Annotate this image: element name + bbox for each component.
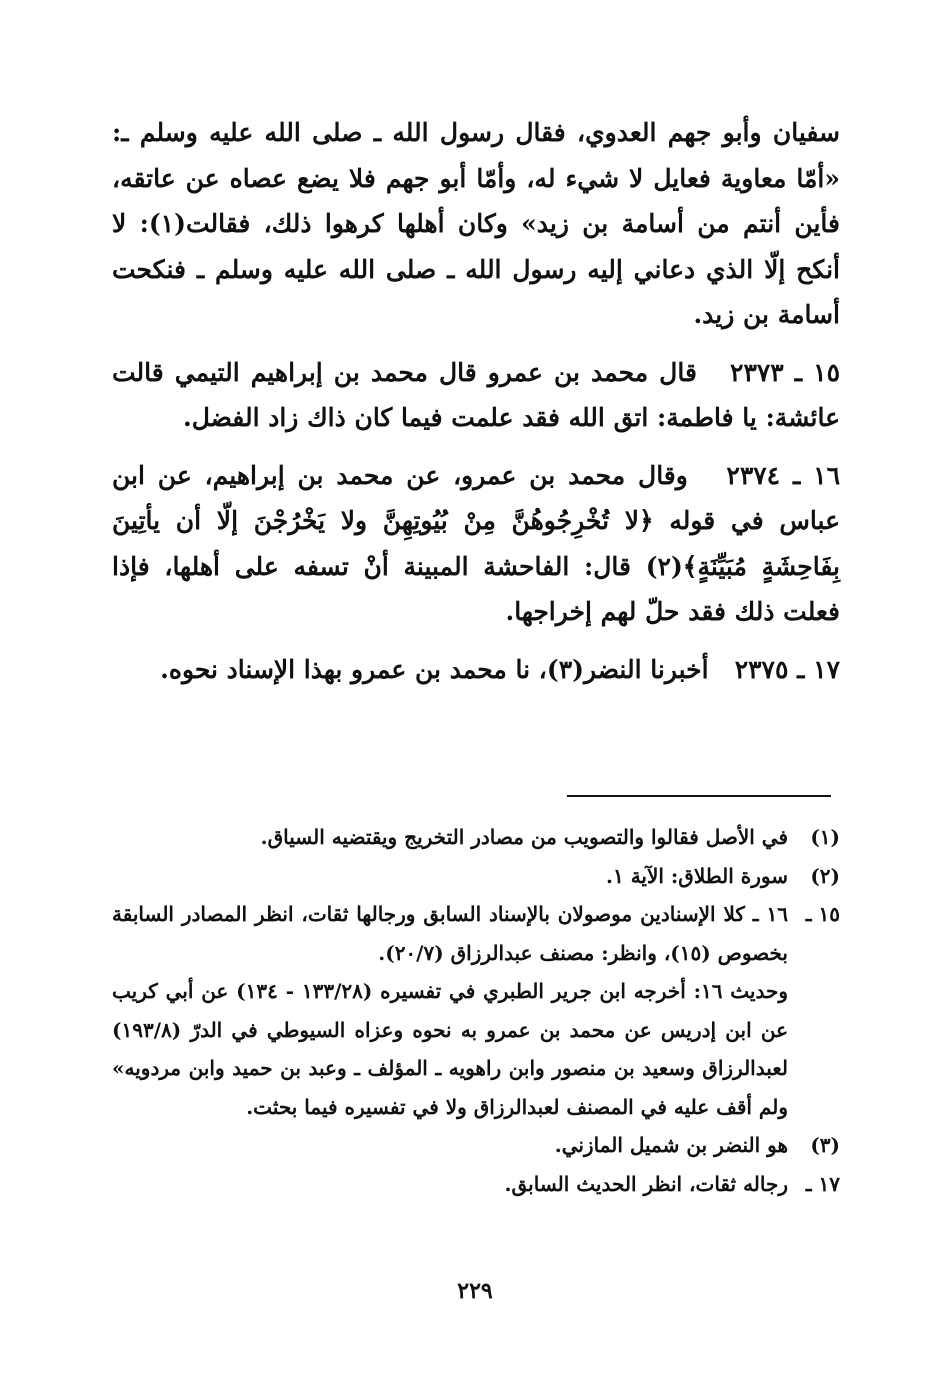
hadith-2373 — [112, 350, 840, 441]
footnote-label: ١٧ ـ — [805, 1171, 840, 1196]
footnote-text: رجاله ثقات، انظر الحديث السابق. — [504, 1171, 788, 1196]
footnote-text: في الأصل فقالوا والتصويب من مصادر التخريج ويقتضيه السياق. — [260, 825, 788, 849]
hadith-text: أخبرنا النضر(٣)، نا محمد بن عمرو بهذا الإسناد نحوه. — [160, 654, 709, 684]
hadith-number: ١٦ ـ ٢٣٧٤ — [726, 460, 840, 490]
footnote-label: (٢) — [810, 863, 840, 888]
footnote-text: ١٦ ـ كلا الإسنادين موصولان بالإسناد السابق ورجالها ثقات، انظر المصادر السابقة بخصوص (١٥)، وانظر: مصنف عبدالرزاق (٢٠/٧). — [112, 902, 789, 965]
hadith-text: قال محمد بن عمرو قال محمد بن إبراهيم التيمي قالت عائشة: يا فاطمة: اتق الله فقد علمت فيما كان ذاك زاد الفضل. — [112, 357, 840, 432]
footnote-separator — [567, 795, 831, 797]
footnote-text: سورة الطلاق: الآية ١. — [606, 863, 788, 888]
footnote-label: (٣) — [810, 1133, 840, 1157]
hadith-number: ١٥ ـ ٢٣٧٣ — [730, 357, 840, 387]
hadith-number: ١٧ ـ ٢٣٧٥ — [734, 654, 840, 684]
footnote-1 — [112, 818, 840, 857]
footnote-2 — [112, 857, 840, 896]
footnote-3 — [112, 1126, 840, 1165]
footnote-label: ١٥ ـ — [805, 902, 840, 926]
main-text — [112, 110, 840, 692]
footnotes — [112, 818, 840, 1203]
page-number: ٢٢٩ — [457, 1278, 493, 1304]
footnote-text: هو النضر بن شميل المازني. — [554, 1133, 788, 1157]
footnote-label: (١) — [810, 825, 840, 849]
hadith-2374 — [112, 453, 840, 635]
hadith-2375 — [112, 647, 840, 693]
paragraph-continuation: سفيان وأبو جهم العدوي، فقال رسول الله ـ صلى الله عليه وسلم ـ: «أمّا معاوية فعايل لا شيء له، وأمّا أبو جهم فلا يضع عصاه عن عاتقه، فأين أنتم من أسامة بن زيد» وكان أهلها كرهوا ذلك، فقالت(١): لا أنكح إلّا الذي دعاني إليه رسول الله ـ صلى الله عليه وسلم ـ فنكحت أسامة بن زيد. — [112, 118, 840, 329]
hadith-text: وقال محمد بن عمرو، عن محمد بن إبراهيم، عن ابن عباس في قوله ﴿لا تُخْرِجُوهُنَّ مِنْ بُيُوتِهِنَّ ولا يَخْرُجْنَ إلّا أن يأتِينَ بِفَاحِشَةٍ مُبَيِّنَةٍ﴾(٢) قال: الفاحشة المبينة أنْ تسفه على أهلها، فإذا فعلت ذلك فقد حلّ لهم إخراجها. — [112, 460, 840, 626]
footnote-17 — [112, 1165, 840, 1204]
footnote-15-16 — [112, 895, 840, 1126]
footnote-text: وحديث ١٦: أخرجه ابن جرير الطبري في تفسيره (١٣٣/٢٨ - ١٣٤) عن أبي كريب عن ابن إدريس عن محمد بن عمرو به نحوه وعزاه السيوطي في الدرّ (١٩٣/٨) لعبدالرزاق وسعيد بن منصور وابن راهويه ـ المؤلف ـ وعبد بن حميد وابن مردويه» ولم أقف عليه في المصنف لعبدالرزاق ولا في تفسيره فيما بحثت. — [112, 979, 788, 1119]
